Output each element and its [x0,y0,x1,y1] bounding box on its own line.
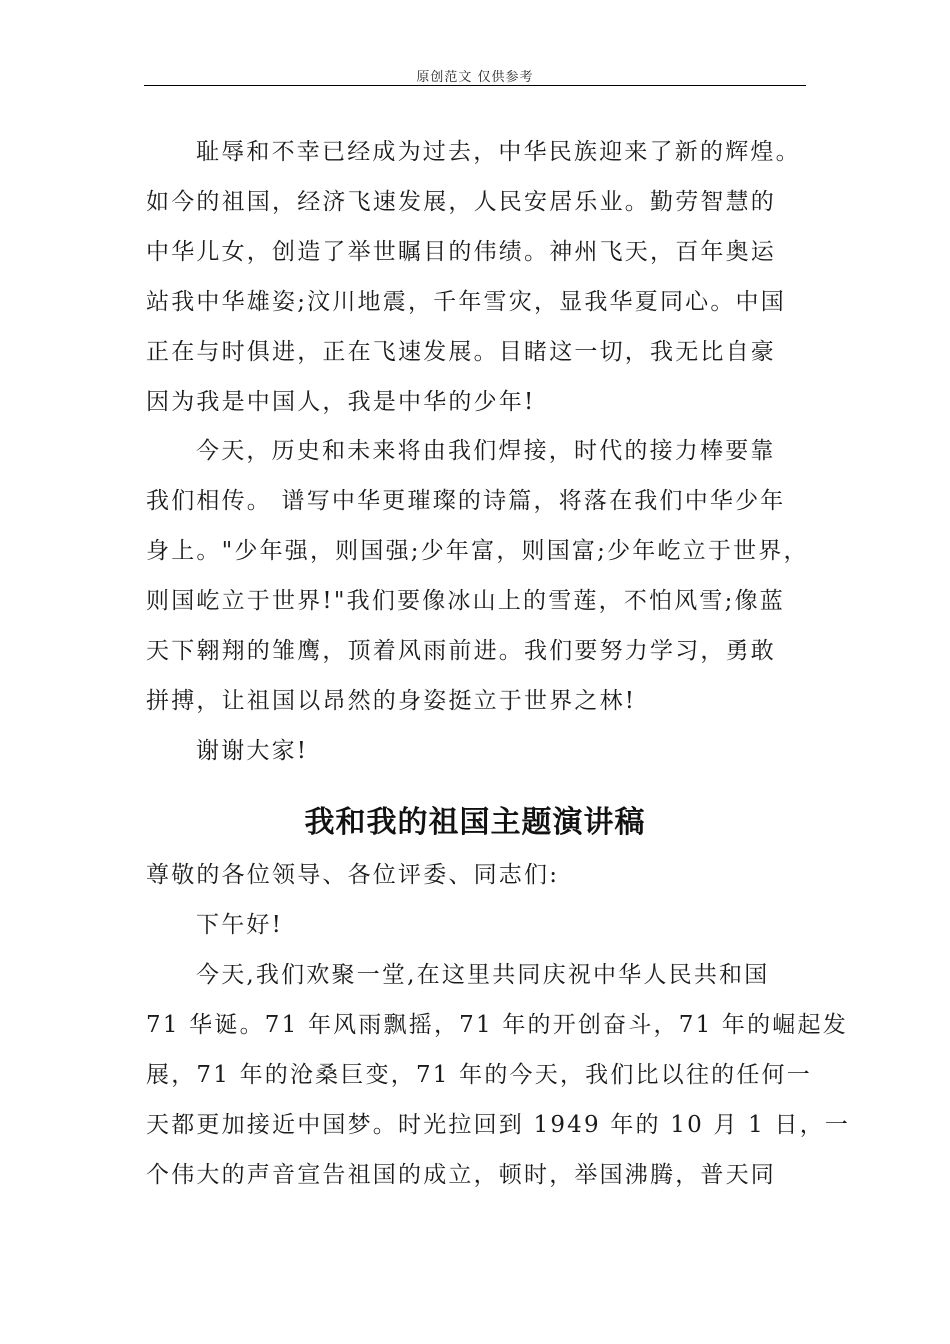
greeting-line: 下午好! [196,912,284,938]
header-divider [144,85,806,86]
paragraph-line: 我们相传。 谱写中华更璀璨的诗篇，将落在我们中华少年 [146,488,786,514]
paragraph-line: 天都更加接近中国梦。时光拉回到 1949 年的 10 月 1 日，一 [146,1112,851,1138]
paragraph-line: 今天,我们欢聚一堂,在这里共同庆祝中华人民共和国 [196,962,770,988]
paragraph-line: 中华儿女，创造了举世瞩目的伟绩。神州飞天，百年奥运 [146,239,776,265]
paragraph-line: 拼搏，让祖国以昂然的身姿挺立于世界之林! [146,688,637,714]
salutation-line: 尊敬的各位领导、各位评委、同志们: [146,862,560,888]
paragraph-line: 耻辱和不幸已经成为过去，中华民族迎来了新的辉煌。 [196,139,801,165]
paragraph-line: 站我中华雄姿;汶川地震，千年雪灾，显我华夏同心。中国 [146,289,786,315]
paragraph-line: 身上。"少年强，则国强;少年富，则国富;少年屹立于世界， [146,538,809,564]
paragraph-line: 正在与时俱进，正在飞速发展。目睹这一切，我无比自豪 [146,339,776,365]
header-caption: 原创范文 仅供参考 [416,70,534,85]
paragraph-line: 天下翱翔的雏鹰，顶着风雨前进。我们要努力学习，勇敢 [146,638,776,664]
paragraph-line: 展，71 年的沧桑巨变，71 年的今天，我们比以往的任何一 [146,1062,812,1088]
paragraph-line: 今天，历史和未来将由我们焊接，时代的接力棒要靠 [196,438,776,464]
paragraph-line: 因为我是中国人，我是中华的少年! [146,389,536,415]
paragraph-line: 个伟大的声音宣告祖国的成立，顿时，举国沸腾，普天同 [146,1162,776,1188]
closing-line: 谢谢大家! [196,738,309,764]
paragraph-line: 则国屹立于世界!"我们要像冰山上的雪莲，不怕风雪;像蓝 [146,588,785,614]
paragraph-line: 71 华诞。71 年风雨飘摇，71 年的开创奋斗，71 年的崛起发 [146,1012,848,1038]
speech-title: 我和我的祖国主题演讲稿 [304,805,646,840]
paragraph-line: 如今的祖国，经济飞速发展，人民安居乐业。勤劳智慧的 [146,189,776,215]
